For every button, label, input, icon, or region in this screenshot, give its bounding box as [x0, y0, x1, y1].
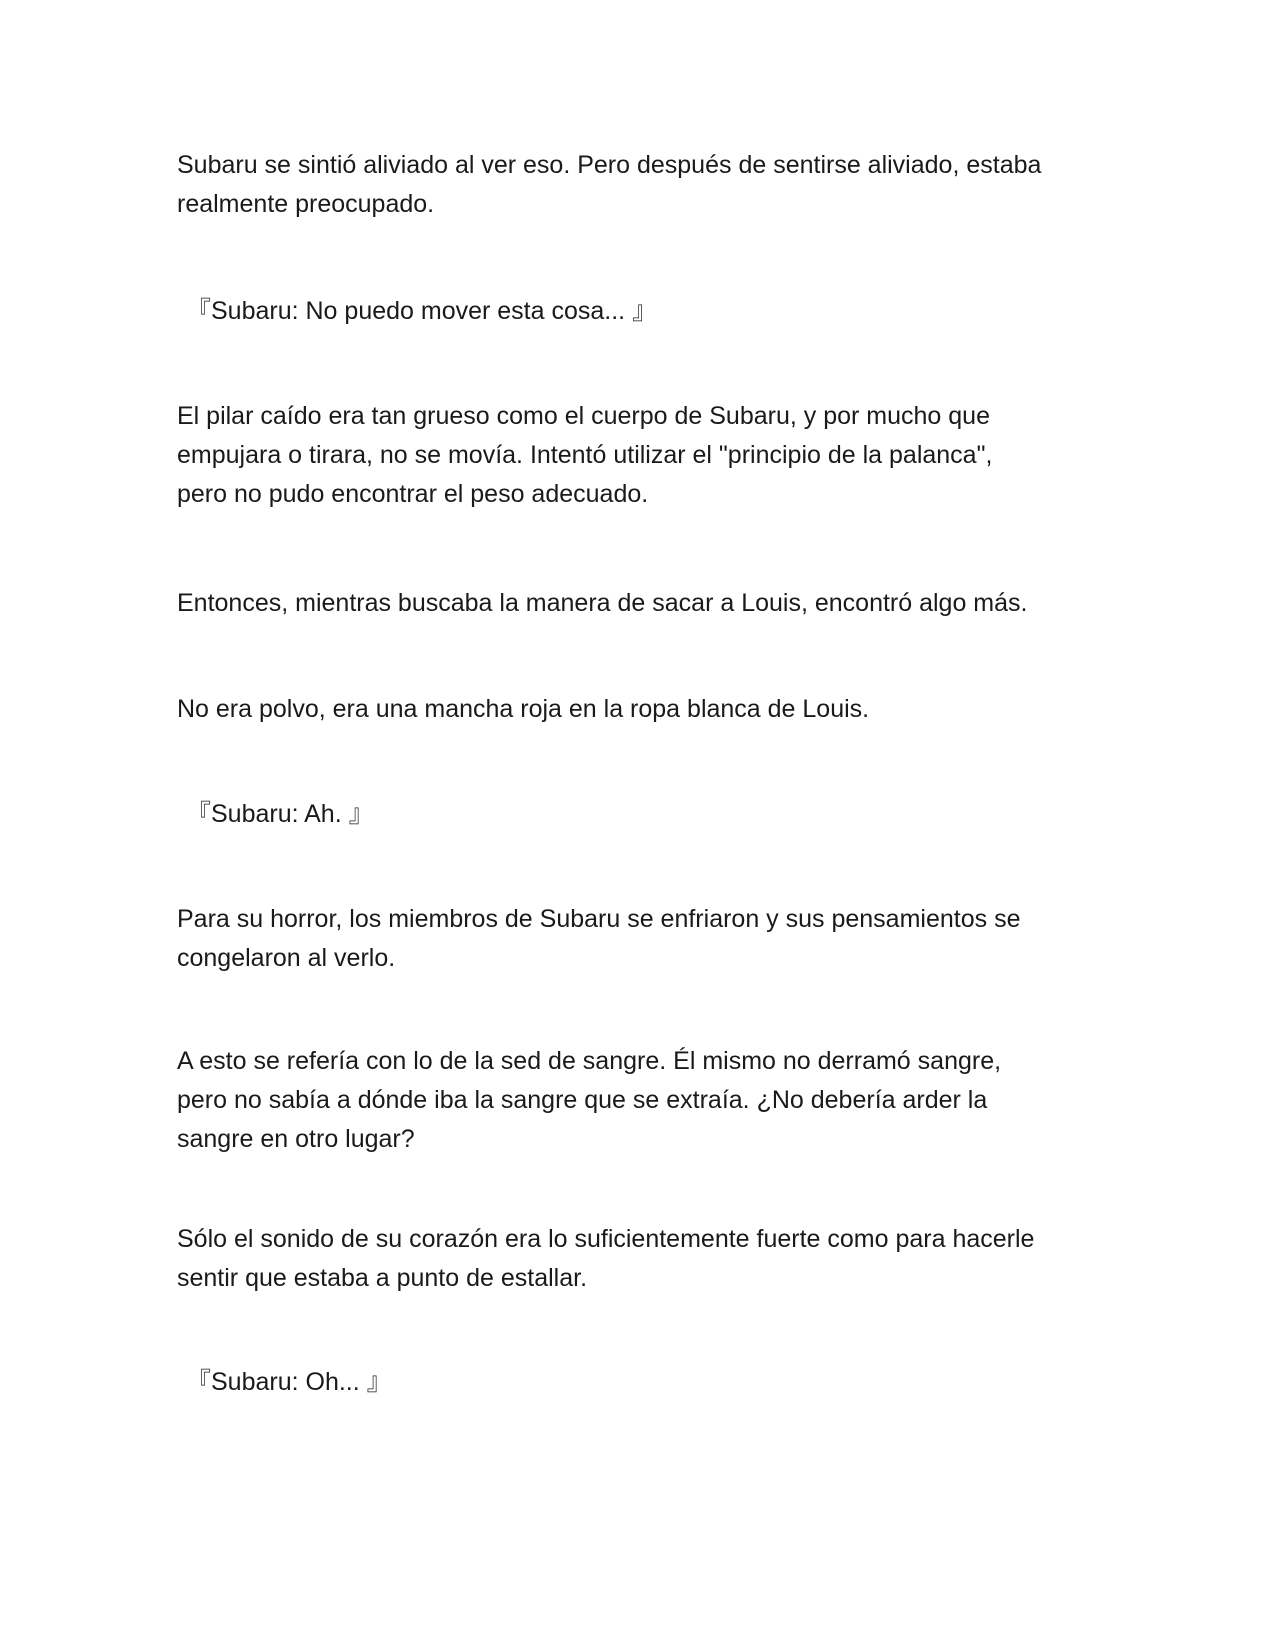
paragraph-narration: El pilar caído era tan grueso como el cuerpo de Subaru, y por mucho que empujara o tirara, no se movía. Intentó utilizar el "principio de la palanca", pero no pudo encontrar el peso adecuado. [177, 402, 993, 508]
paragraph-narration: A esto se refería con lo de la sed de sangre. Él mismo no derramó sangre, pero no sabía a dónde iba la sangre que se extraía. ¿No debería arder la sangre en otro lugar? [177, 1047, 1002, 1153]
paragraph-narration: Entonces, mientras buscaba la manera de sacar a Louis, encontró algo más. [177, 589, 1028, 617]
paragraph-narration: Para su horror, los miembros de Subaru se enfriaron y sus pensamientos se congelaron al verlo. [177, 905, 1021, 972]
paragraph-dialogue: 『Subaru: Oh... 』 [186, 1368, 392, 1396]
paragraph-dialogue: 『Subaru: Ah. 』 [186, 800, 374, 828]
paragraph-narration: Sólo el sonido de su corazón era lo suficientemente fuerte como para hacerle sentir que estaba a punto de estallar. [177, 1225, 1035, 1292]
paragraph-narration: Subaru se sintió aliviado al ver eso. Pero después de sentirse aliviado, estaba realmente preocupado. [177, 151, 1042, 218]
paragraph-dialogue: 『Subaru: No puedo mover esta cosa... 』 [186, 297, 658, 325]
paragraph-narration: No era polvo, era una mancha roja en la ropa blanca de Louis. [177, 695, 870, 723]
